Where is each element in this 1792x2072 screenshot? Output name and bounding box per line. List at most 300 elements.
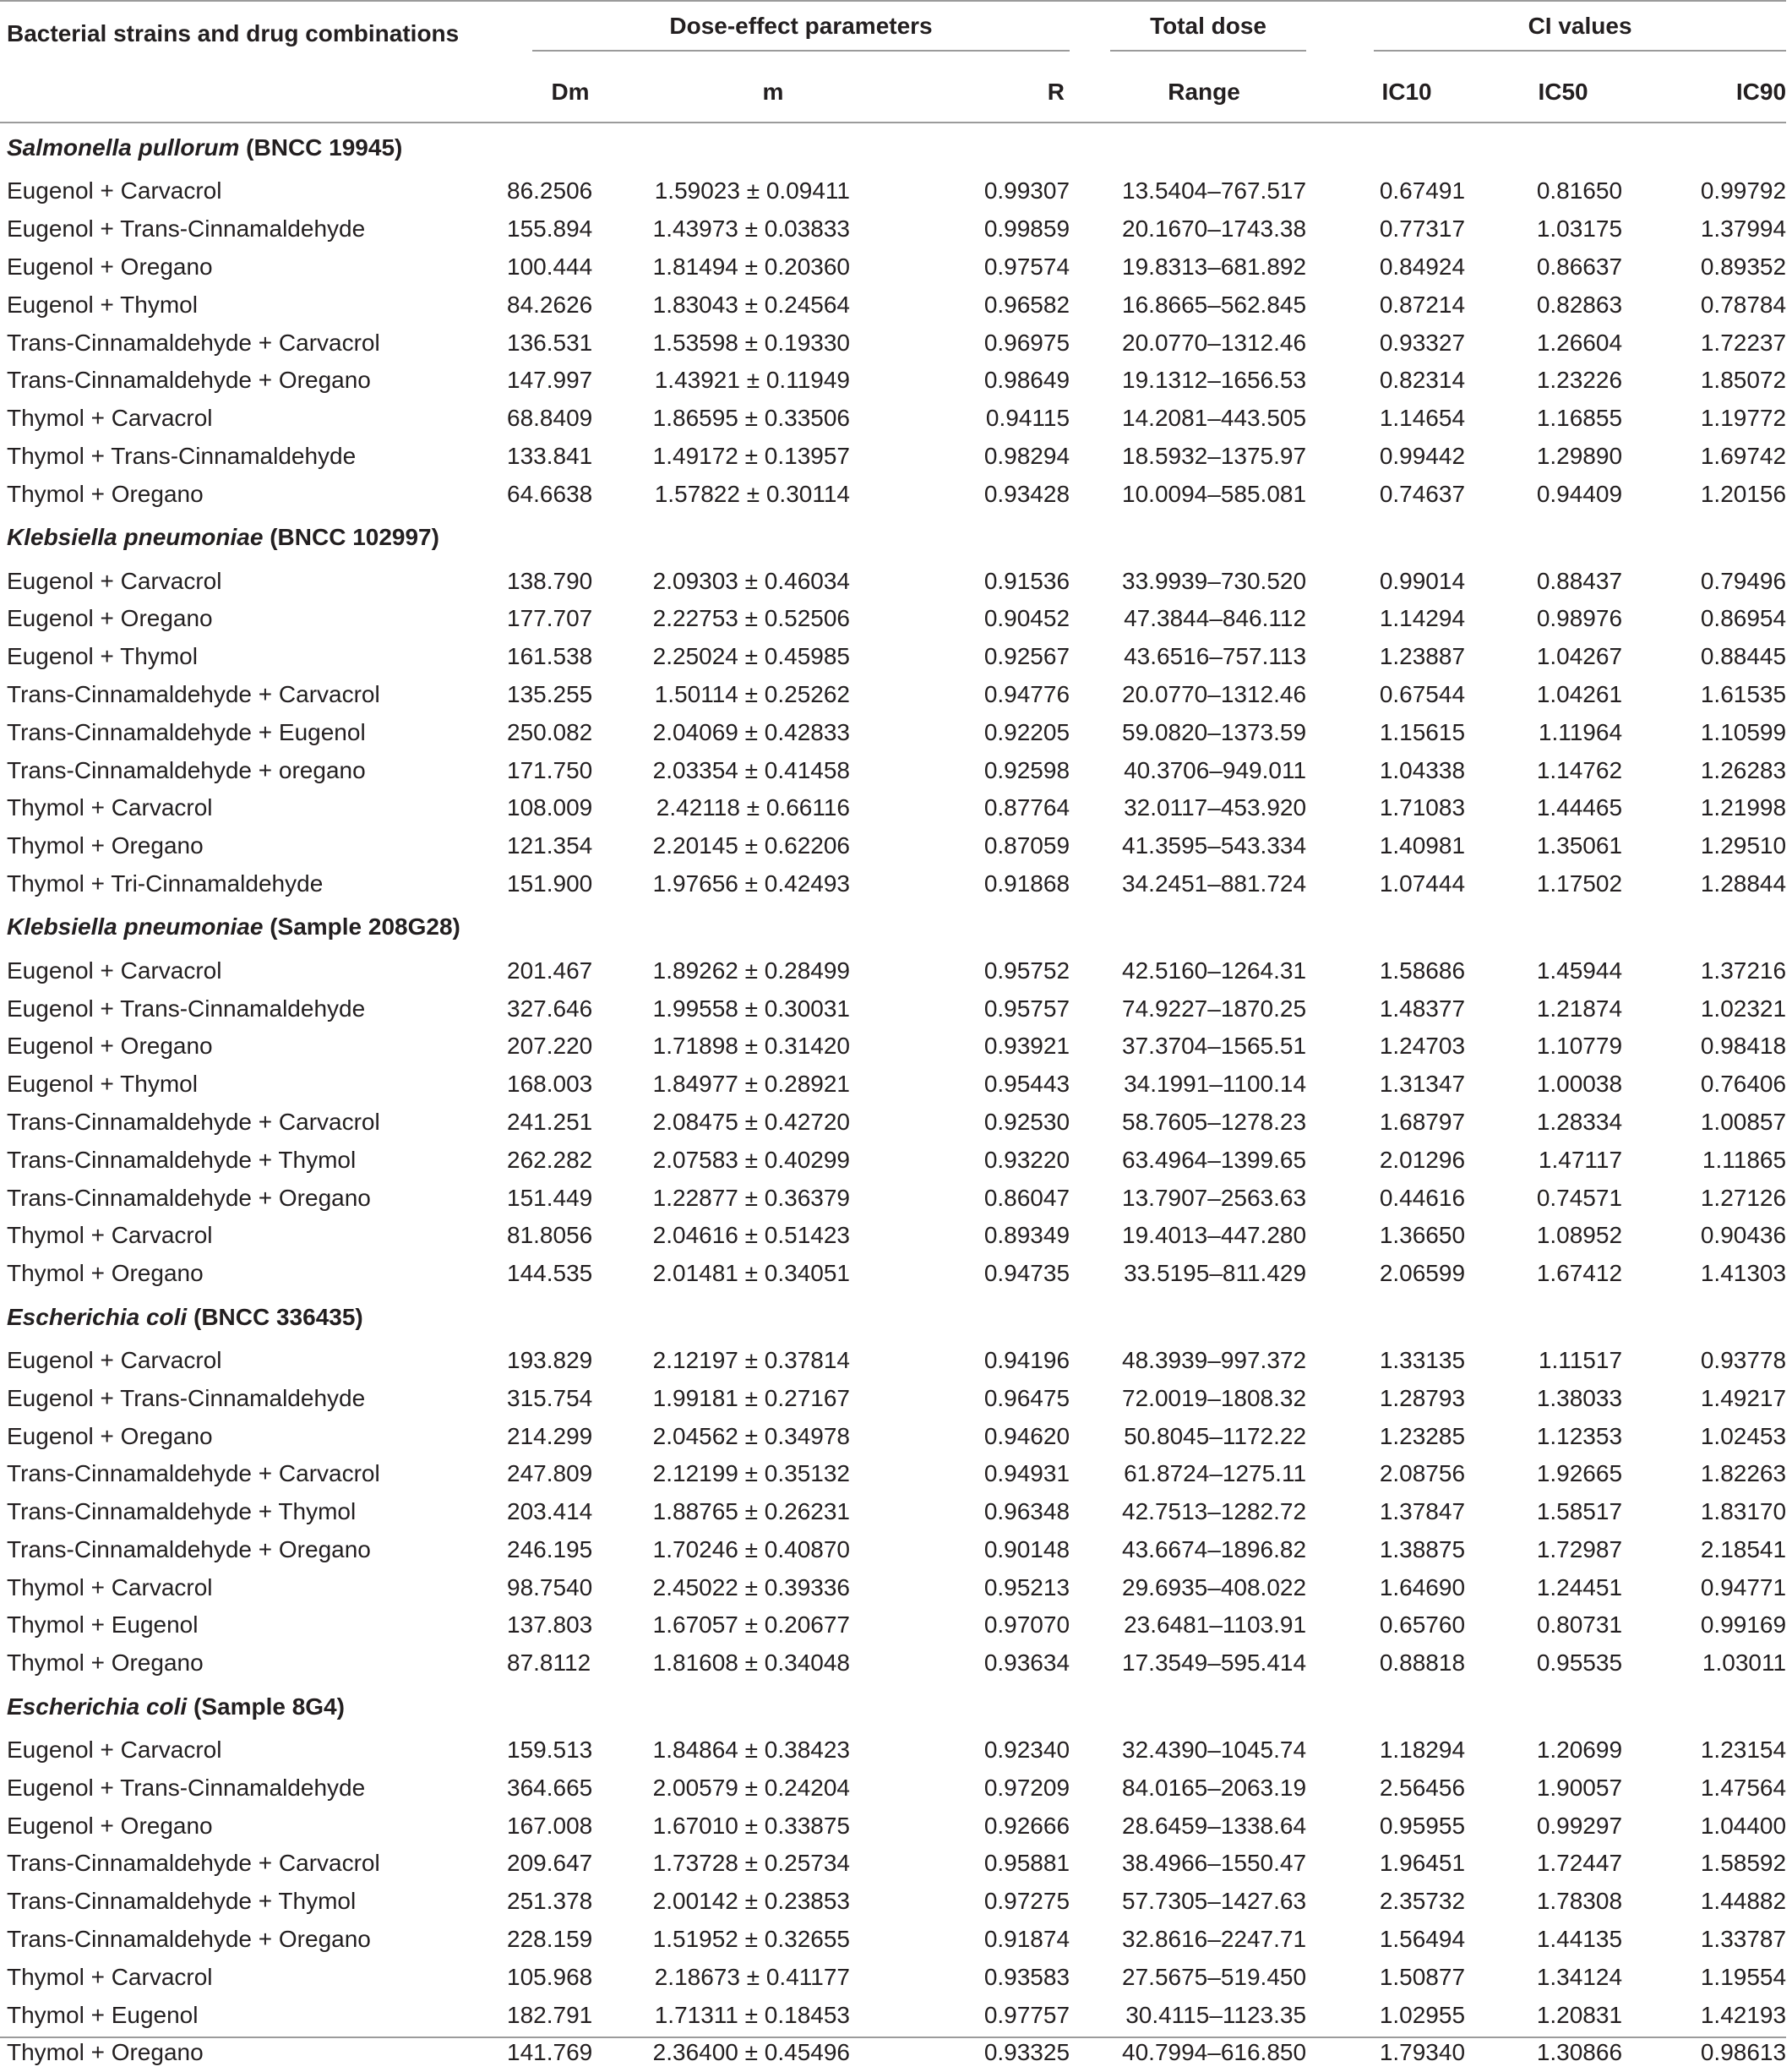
cell-dm: 315.754 xyxy=(507,1384,593,1411)
cell-r: 0.94931 xyxy=(983,1460,1070,1487)
cell-ic10: 1.64690 xyxy=(1379,1573,1466,1600)
cell-m: 1.99558 ± 0.30031 xyxy=(652,995,850,1022)
cell-r: 0.95881 xyxy=(983,1850,1070,1877)
cell-ic90: 1.03011 xyxy=(1702,1649,1787,1677)
cell-dm: 155.894 xyxy=(507,215,593,243)
cell-m: 2.45022 ± 0.39336 xyxy=(652,1573,850,1600)
cell-ic90: 1.83170 xyxy=(1700,1498,1787,1525)
cell-ic90: 1.33787 xyxy=(1700,1926,1787,1953)
cell-range: 33.5195–811.429 xyxy=(1124,1260,1307,1287)
cell-dm: 138.790 xyxy=(507,567,593,594)
cell-ic50: 1.30866 xyxy=(1536,2039,1623,2066)
cell-dm: 100.444 xyxy=(507,253,593,280)
cell-dm: 133.841 xyxy=(507,442,593,469)
cell-r: 0.93921 xyxy=(983,1033,1070,1060)
cell-ic90: 1.21998 xyxy=(1700,794,1787,821)
cell-dm: 177.707 xyxy=(507,605,593,632)
cell-range: 32.0117–453.920 xyxy=(1124,794,1307,821)
cell-r: 0.97574 xyxy=(983,253,1070,280)
cell-r: 0.94735 xyxy=(983,1260,1070,1287)
table-header xyxy=(0,5,1786,123)
cell-combination: Trans-Cinnamaldehyde + Thymol xyxy=(7,1498,357,1525)
cell-combination: Eugenol + Trans-Cinnamaldehyde xyxy=(7,995,366,1022)
cell-ic50: 0.81650 xyxy=(1536,177,1623,204)
cell-ic10: 1.79340 xyxy=(1379,2039,1466,2066)
cell-combination: Eugenol + Thymol xyxy=(7,643,198,670)
cell-ic50: 1.20699 xyxy=(1536,1737,1623,1764)
table-row xyxy=(0,1921,1786,1959)
cell-ic10: 1.71083 xyxy=(1379,794,1466,821)
cell-ic90: 1.72237 xyxy=(1700,329,1787,356)
header-blank xyxy=(0,63,507,123)
cell-m: 2.03354 ± 0.41458 xyxy=(652,756,850,783)
cell-ic90: 0.98418 xyxy=(1700,1033,1787,1060)
cell-ic90: 0.78784 xyxy=(1700,291,1787,318)
cell-range: 20.0770–1312.46 xyxy=(1122,329,1307,356)
cell-dm: 108.009 xyxy=(507,794,593,821)
cell-r: 0.99859 xyxy=(983,215,1070,243)
cell-m: 1.83043 ± 0.24564 xyxy=(652,291,850,318)
cell-combination: Trans-Cinnamaldehyde + Carvacrol xyxy=(7,1850,380,1877)
cell-range: 18.5932–1375.97 xyxy=(1122,442,1307,469)
cell-m: 2.08475 ± 0.42720 xyxy=(652,1108,850,1135)
cell-range: 28.6459–1338.64 xyxy=(1122,1812,1307,1839)
table-row xyxy=(0,1769,1786,1807)
table-bottom-rule xyxy=(0,2037,1786,2038)
cell-r: 0.93220 xyxy=(983,1146,1070,1173)
cell-m: 1.84864 ± 0.38423 xyxy=(652,1737,850,1764)
cell-range: 23.6481–1103.91 xyxy=(1124,1611,1307,1639)
cell-dm: 64.6638 xyxy=(507,480,593,507)
cell-ic10: 0.95955 xyxy=(1379,1812,1466,1839)
cell-ic90: 1.42193 xyxy=(1700,2001,1787,2028)
cell-m: 2.00579 ± 0.24204 xyxy=(652,1774,850,1801)
cell-dm: 201.467 xyxy=(507,957,593,984)
cell-combination: Thymol + Oregano xyxy=(7,1649,204,1677)
cell-m: 2.12199 ± 0.35132 xyxy=(652,1460,850,1487)
cell-r: 0.99307 xyxy=(983,177,1070,204)
table-row xyxy=(0,865,1786,903)
cell-range: 38.4966–1550.47 xyxy=(1122,1850,1307,1877)
header-total-dose: Total dose xyxy=(1150,13,1266,39)
cell-ic50: 0.99297 xyxy=(1536,1812,1623,1839)
cell-range: 32.8616–2247.71 xyxy=(1122,1926,1307,1953)
cell-m: 1.43973 ± 0.03833 xyxy=(652,215,850,243)
cell-dm: 262.282 xyxy=(507,1146,593,1173)
cell-range: 33.9939–730.520 xyxy=(1122,567,1307,594)
cell-m: 1.67057 ± 0.20677 xyxy=(652,1611,850,1639)
cell-r: 0.97070 xyxy=(983,1611,1070,1639)
cell-combination: Eugenol + Oregano xyxy=(7,605,213,632)
table-row xyxy=(0,1217,1786,1255)
cell-m: 2.04562 ± 0.34978 xyxy=(652,1422,850,1449)
cell-dm: 121.354 xyxy=(507,832,593,859)
cell-range: 13.5404–767.517 xyxy=(1122,177,1307,204)
section-strain: (BNCC 336435) xyxy=(193,1303,363,1330)
cell-ic10: 1.15615 xyxy=(1379,718,1466,745)
cell-combination: Trans-Cinnamaldehyde + Oregano xyxy=(7,367,371,394)
cell-combination: Thymol + Carvacrol xyxy=(7,1573,213,1600)
cell-ic90: 0.86954 xyxy=(1700,605,1787,632)
cell-m: 1.71898 ± 0.31420 xyxy=(652,1033,850,1060)
cell-combination: Eugenol + Trans-Cinnamaldehyde xyxy=(7,1774,366,1801)
cell-ic10: 1.18294 xyxy=(1379,1737,1466,1764)
cell-dm: 250.082 xyxy=(507,718,593,745)
cell-dm: 203.414 xyxy=(507,1498,593,1525)
cell-m: 1.59023 ± 0.09411 xyxy=(654,177,850,204)
cell-ic50: 1.16855 xyxy=(1536,405,1623,432)
cell-range: 10.0094–585.081 xyxy=(1122,480,1307,507)
cell-dm: 167.008 xyxy=(507,1812,593,1839)
cell-ic50: 1.21874 xyxy=(1536,995,1623,1022)
cell-combination: Thymol + Carvacrol xyxy=(7,1963,213,1990)
table-row xyxy=(0,1141,1786,1179)
cell-ic50: 1.24451 xyxy=(1536,1573,1623,1600)
cell-ic50: 1.29890 xyxy=(1536,442,1623,469)
cell-r: 0.96975 xyxy=(983,329,1070,356)
cell-combination: Eugenol + Oregano xyxy=(7,1812,213,1839)
section-header xyxy=(0,1293,1786,1342)
cell-combination: Trans-Cinnamaldehyde + oregano xyxy=(7,756,366,783)
table-row xyxy=(0,1807,1786,1845)
table-row xyxy=(0,438,1786,476)
cell-dm: 81.8056 xyxy=(507,1222,593,1249)
table-row xyxy=(0,1455,1786,1493)
cell-dm: 144.535 xyxy=(507,1260,593,1287)
cell-range: 48.3939–997.372 xyxy=(1122,1346,1307,1373)
cell-dm: 214.299 xyxy=(507,1422,593,1449)
cell-range: 59.0820–1373.59 xyxy=(1122,718,1307,745)
cell-m: 2.01481 ± 0.34051 xyxy=(652,1260,850,1287)
table-row xyxy=(0,562,1786,600)
cell-ic50: 1.11964 xyxy=(1538,718,1623,745)
cell-r: 0.93634 xyxy=(983,1649,1070,1677)
cell-range: 42.7513–1282.72 xyxy=(1122,1498,1307,1525)
section-strain: (Sample 8G4) xyxy=(193,1693,345,1720)
cell-dm: 327.646 xyxy=(507,995,593,1022)
cell-combination: Trans-Cinnamaldehyde + Carvacrol xyxy=(7,1460,380,1487)
table-row xyxy=(0,1417,1786,1455)
cell-ic50: 1.35061 xyxy=(1536,832,1623,859)
cell-range: 17.3549–595.414 xyxy=(1122,1649,1307,1677)
cell-ic50: 1.47117 xyxy=(1538,1146,1623,1173)
cell-m: 2.36400 ± 0.45496 xyxy=(652,2039,850,2066)
cell-ic10: 1.23285 xyxy=(1379,1422,1466,1449)
cell-m: 1.97656 ± 0.42493 xyxy=(652,870,850,897)
section-header-row xyxy=(0,123,1786,172)
table-row xyxy=(0,1104,1786,1142)
cell-ic50: 1.10779 xyxy=(1536,1033,1623,1060)
cell-r: 0.92598 xyxy=(983,756,1070,783)
cell-dm: 105.968 xyxy=(507,1963,593,1990)
cell-m: 1.73728 ± 0.25734 xyxy=(652,1850,850,1877)
cell-ic10: 1.50877 xyxy=(1379,1963,1466,1990)
cell-ic50: 1.44465 xyxy=(1536,794,1623,821)
cell-m: 1.49172 ± 0.13957 xyxy=(652,442,850,469)
cell-range: 34.2451–881.724 xyxy=(1122,870,1307,897)
cell-range: 20.0770–1312.46 xyxy=(1122,680,1307,707)
cell-combination: Eugenol + Trans-Cinnamaldehyde xyxy=(7,215,366,243)
cell-range: 58.7605–1278.23 xyxy=(1122,1108,1307,1135)
cell-r: 0.98294 xyxy=(983,442,1070,469)
cell-ic10: 1.68797 xyxy=(1379,1108,1466,1135)
cell-r: 0.94620 xyxy=(983,1422,1070,1449)
cell-m: 2.42118 ± 0.66116 xyxy=(656,794,850,821)
cell-dm: 136.531 xyxy=(507,329,593,356)
table-row xyxy=(0,990,1786,1028)
cell-m: 1.70246 ± 0.40870 xyxy=(652,1535,850,1562)
table-row xyxy=(0,751,1786,789)
cell-dm: 86.2506 xyxy=(507,177,593,204)
cell-combination: Trans-Cinnamaldehyde + Thymol xyxy=(7,1888,357,1915)
table-row xyxy=(0,1179,1786,1217)
table-row xyxy=(0,400,1786,438)
cell-ic90: 1.27126 xyxy=(1700,1184,1787,1211)
cell-m: 1.22877 ± 0.36379 xyxy=(652,1184,850,1211)
cell-m: 2.12197 ± 0.37814 xyxy=(652,1346,850,1373)
cell-r: 0.93583 xyxy=(983,1963,1070,1990)
header-ic10: IC10 xyxy=(1326,63,1487,123)
table-row xyxy=(0,1883,1786,1921)
cell-combination: Eugenol + Carvacrol xyxy=(7,177,222,204)
cell-ic10: 0.65760 xyxy=(1379,1611,1466,1639)
cell-r: 0.95213 xyxy=(983,1573,1070,1600)
cell-combination: Thymol + Carvacrol xyxy=(7,794,213,821)
cell-range: 61.8724–1275.11 xyxy=(1124,1460,1307,1487)
cell-r: 0.87059 xyxy=(983,832,1070,859)
header-ci-values-rule xyxy=(1374,50,1786,52)
cell-r: 0.96475 xyxy=(983,1384,1070,1411)
cell-combination: Eugenol + Carvacrol xyxy=(7,567,222,594)
cell-range: 32.4390–1045.74 xyxy=(1122,1737,1307,1764)
cell-r: 0.91868 xyxy=(983,870,1070,897)
cell-ic10: 0.99442 xyxy=(1379,442,1466,469)
cell-ic10: 0.74637 xyxy=(1379,480,1466,507)
table-row xyxy=(0,1066,1786,1104)
cell-ic50: 0.74571 xyxy=(1536,1184,1623,1211)
table-body xyxy=(0,123,1786,2072)
cell-combination: Eugenol + Oregano xyxy=(7,1033,213,1060)
cell-r: 0.97757 xyxy=(983,2001,1070,2028)
cell-ic50: 1.04261 xyxy=(1536,680,1623,707)
table-row xyxy=(0,638,1786,676)
header-r: R xyxy=(912,63,1081,123)
cell-ic10: 0.67544 xyxy=(1379,680,1466,707)
cell-ic50: 1.72447 xyxy=(1536,1850,1623,1877)
cell-ic90: 1.85072 xyxy=(1700,367,1787,394)
cell-combination: Thymol + Oregano xyxy=(7,2039,204,2066)
table-row xyxy=(0,1644,1786,1682)
cell-ic90: 1.26283 xyxy=(1700,756,1787,783)
table-row xyxy=(0,1531,1786,1569)
cell-combination: Trans-Cinnamaldehyde + Oregano xyxy=(7,1184,371,1211)
cell-m: 1.89262 ± 0.28499 xyxy=(652,957,850,984)
cell-ic10: 1.56494 xyxy=(1379,1926,1466,1953)
cell-combination: Eugenol + Carvacrol xyxy=(7,957,222,984)
cell-combination: Eugenol + Trans-Cinnamaldehyde xyxy=(7,1384,366,1411)
section-species: Escherichia coli xyxy=(7,1693,188,1720)
table-row xyxy=(0,1958,1786,1996)
section-header xyxy=(0,123,1786,172)
cell-m: 2.25024 ± 0.45985 xyxy=(652,643,850,670)
cell-ic90: 0.99792 xyxy=(1700,177,1787,204)
cell-dm: 228.159 xyxy=(507,1926,593,1953)
cell-m: 1.67010 ± 0.33875 xyxy=(652,1812,850,1839)
section-header-row xyxy=(0,1682,1786,1731)
cell-r: 0.96348 xyxy=(983,1498,1070,1525)
cell-ic50: 1.90057 xyxy=(1536,1774,1623,1801)
cell-ic10: 1.33135 xyxy=(1379,1346,1466,1373)
cell-ic90: 1.61535 xyxy=(1700,680,1787,707)
table-row xyxy=(0,210,1786,248)
section-species: Escherichia coli xyxy=(7,1303,188,1330)
cell-ic90: 0.98613 xyxy=(1700,2039,1787,2066)
cell-ic10: 0.82314 xyxy=(1379,367,1466,394)
cell-ic50: 0.82863 xyxy=(1536,291,1623,318)
cell-range: 29.6935–408.022 xyxy=(1122,1573,1307,1600)
cell-ic90: 0.90436 xyxy=(1700,1222,1787,1249)
cell-ic50: 1.23226 xyxy=(1536,367,1623,394)
table-row xyxy=(0,286,1786,324)
cell-combination: Thymol + Trans-Cinnamaldehyde xyxy=(7,442,357,469)
cell-ic50: 1.44135 xyxy=(1536,1926,1623,1953)
cell-range: 30.4115–1123.35 xyxy=(1125,2001,1307,2028)
cell-range: 43.6516–757.113 xyxy=(1124,643,1307,670)
cell-combination: Eugenol + Oregano xyxy=(7,253,213,280)
cell-r: 0.91874 xyxy=(983,1926,1070,1953)
cell-combination: Thymol + Carvacrol xyxy=(7,405,213,432)
cell-ic10: 0.99014 xyxy=(1379,567,1466,594)
cell-ic90: 1.04400 xyxy=(1700,1812,1787,1839)
cell-r: 0.86047 xyxy=(983,1184,1070,1211)
cell-ic50: 1.67412 xyxy=(1536,1260,1623,1287)
cell-dm: 246.195 xyxy=(507,1535,593,1562)
cell-dm: 207.220 xyxy=(507,1033,593,1060)
cell-ic90: 1.69742 xyxy=(1700,442,1787,469)
cell-dm: 68.8409 xyxy=(507,405,593,432)
cell-ic10: 0.87214 xyxy=(1379,291,1466,318)
cell-ic90: 1.47564 xyxy=(1700,1774,1787,1801)
cell-combination: Trans-Cinnamaldehyde + Carvacrol xyxy=(7,329,380,356)
cell-m: 1.71311 ± 0.18453 xyxy=(654,2001,850,2028)
cell-ic90: 0.79496 xyxy=(1700,567,1787,594)
cell-r: 0.91536 xyxy=(983,567,1070,594)
cell-ic50: 1.58517 xyxy=(1536,1498,1623,1525)
cell-dm: 251.378 xyxy=(507,1888,593,1915)
cell-ic90: 1.23154 xyxy=(1700,1737,1787,1764)
cell-m: 2.22753 ± 0.52506 xyxy=(652,605,850,632)
cell-ic90: 0.88445 xyxy=(1700,643,1787,670)
cell-range: 13.7907–2563.63 xyxy=(1122,1184,1307,1211)
cell-m: 1.84977 ± 0.28921 xyxy=(652,1071,850,1098)
cell-ic10: 2.35732 xyxy=(1379,1888,1466,1915)
cell-r: 0.92530 xyxy=(983,1108,1070,1135)
cell-range: 41.3595–543.334 xyxy=(1122,832,1307,859)
cell-dm: 247.809 xyxy=(507,1460,593,1487)
cell-ic10: 1.14294 xyxy=(1379,605,1466,632)
cell-range: 34.1991–1100.14 xyxy=(1124,1071,1307,1098)
cell-ic10: 0.88818 xyxy=(1379,1649,1466,1677)
cell-dm: 151.900 xyxy=(507,870,593,897)
cell-dm: 182.791 xyxy=(507,2001,593,2028)
cell-dm: 364.665 xyxy=(507,1774,593,1801)
cell-range: 20.1670–1743.38 xyxy=(1122,215,1307,243)
cell-dm: 193.829 xyxy=(507,1346,593,1373)
cell-ic10: 1.31347 xyxy=(1379,1071,1466,1098)
cell-dm: 87.8112 xyxy=(507,1649,591,1677)
cell-range: 72.0019–1808.32 xyxy=(1122,1384,1307,1411)
cell-ic50: 1.26604 xyxy=(1536,329,1623,356)
section-header-row xyxy=(0,513,1786,562)
cell-ic50: 1.34124 xyxy=(1536,1963,1623,1990)
section-species: Klebsiella pneumoniae xyxy=(7,913,264,941)
table-row xyxy=(0,676,1786,714)
cell-ic10: 1.40981 xyxy=(1379,832,1466,859)
cell-ic10: 2.06599 xyxy=(1379,1260,1466,1287)
cell-ic90: 1.20156 xyxy=(1700,480,1787,507)
section-header xyxy=(0,1682,1786,1731)
cell-combination: Eugenol + Carvacrol xyxy=(7,1737,222,1764)
cell-ic90: 1.02321 xyxy=(1700,995,1787,1022)
cell-r: 0.95752 xyxy=(983,957,1070,984)
table-row xyxy=(0,1255,1786,1293)
cell-m: 1.53598 ± 0.19330 xyxy=(652,329,850,356)
cell-m: 2.20145 ± 0.62206 xyxy=(652,832,850,859)
cell-m: 2.07583 ± 0.40299 xyxy=(652,1146,850,1173)
cell-ic50: 1.17502 xyxy=(1536,870,1623,897)
table-row xyxy=(0,1568,1786,1606)
table-row xyxy=(0,1493,1786,1531)
cell-ic90: 0.89352 xyxy=(1700,253,1787,280)
cell-ic50: 0.80731 xyxy=(1536,1611,1623,1639)
cell-r: 0.90452 xyxy=(983,605,1070,632)
cell-ic90: 1.10599 xyxy=(1700,718,1787,745)
cell-ic50: 1.11517 xyxy=(1538,1346,1623,1373)
cell-range: 63.4964–1399.65 xyxy=(1122,1146,1307,1173)
table-row xyxy=(0,1028,1786,1066)
cell-ic50: 1.04267 xyxy=(1536,643,1623,670)
cell-m: 1.51952 ± 0.32655 xyxy=(652,1926,850,1953)
table-top-rule xyxy=(0,0,1786,2)
cell-ic90: 0.99169 xyxy=(1700,1611,1787,1639)
cell-r: 0.97209 xyxy=(983,1774,1070,1801)
cell-m: 2.04069 ± 0.42833 xyxy=(652,718,850,745)
cell-ic90: 1.49217 xyxy=(1700,1384,1787,1411)
cell-dm: 168.003 xyxy=(507,1071,593,1098)
cell-range: 19.8313–681.892 xyxy=(1122,253,1307,280)
cell-dm: 98.7540 xyxy=(507,1573,593,1600)
cell-combination: Trans-Cinnamaldehyde + Oregano xyxy=(7,1926,371,1953)
cell-ic10: 1.58686 xyxy=(1379,957,1466,984)
cell-m: 1.88765 ± 0.26231 xyxy=(652,1498,850,1525)
cell-dm: 241.251 xyxy=(507,1108,593,1135)
cell-ic10: 1.24703 xyxy=(1379,1033,1466,1060)
table-row xyxy=(0,1342,1786,1380)
cell-m: 1.81494 ± 0.20360 xyxy=(652,253,850,280)
cell-m: 2.00142 ± 0.23853 xyxy=(652,1888,850,1915)
cell-m: 2.18673 ± 0.41177 xyxy=(654,1963,850,1990)
cell-ic50: 1.92665 xyxy=(1536,1460,1623,1487)
cell-ic50: 1.78308 xyxy=(1536,1888,1623,1915)
cell-combination: Thymol + Oregano xyxy=(7,1260,204,1287)
cell-ic10: 1.36650 xyxy=(1379,1222,1466,1249)
cell-range: 37.3704–1565.51 xyxy=(1122,1033,1307,1060)
cell-combination: Thymol + Oregano xyxy=(7,832,204,859)
cell-combination: Eugenol + Oregano xyxy=(7,1422,213,1449)
header-group-total-dose xyxy=(1081,5,1326,63)
table-row xyxy=(0,1379,1786,1417)
cell-range: 40.7994–616.850 xyxy=(1122,2039,1307,2066)
